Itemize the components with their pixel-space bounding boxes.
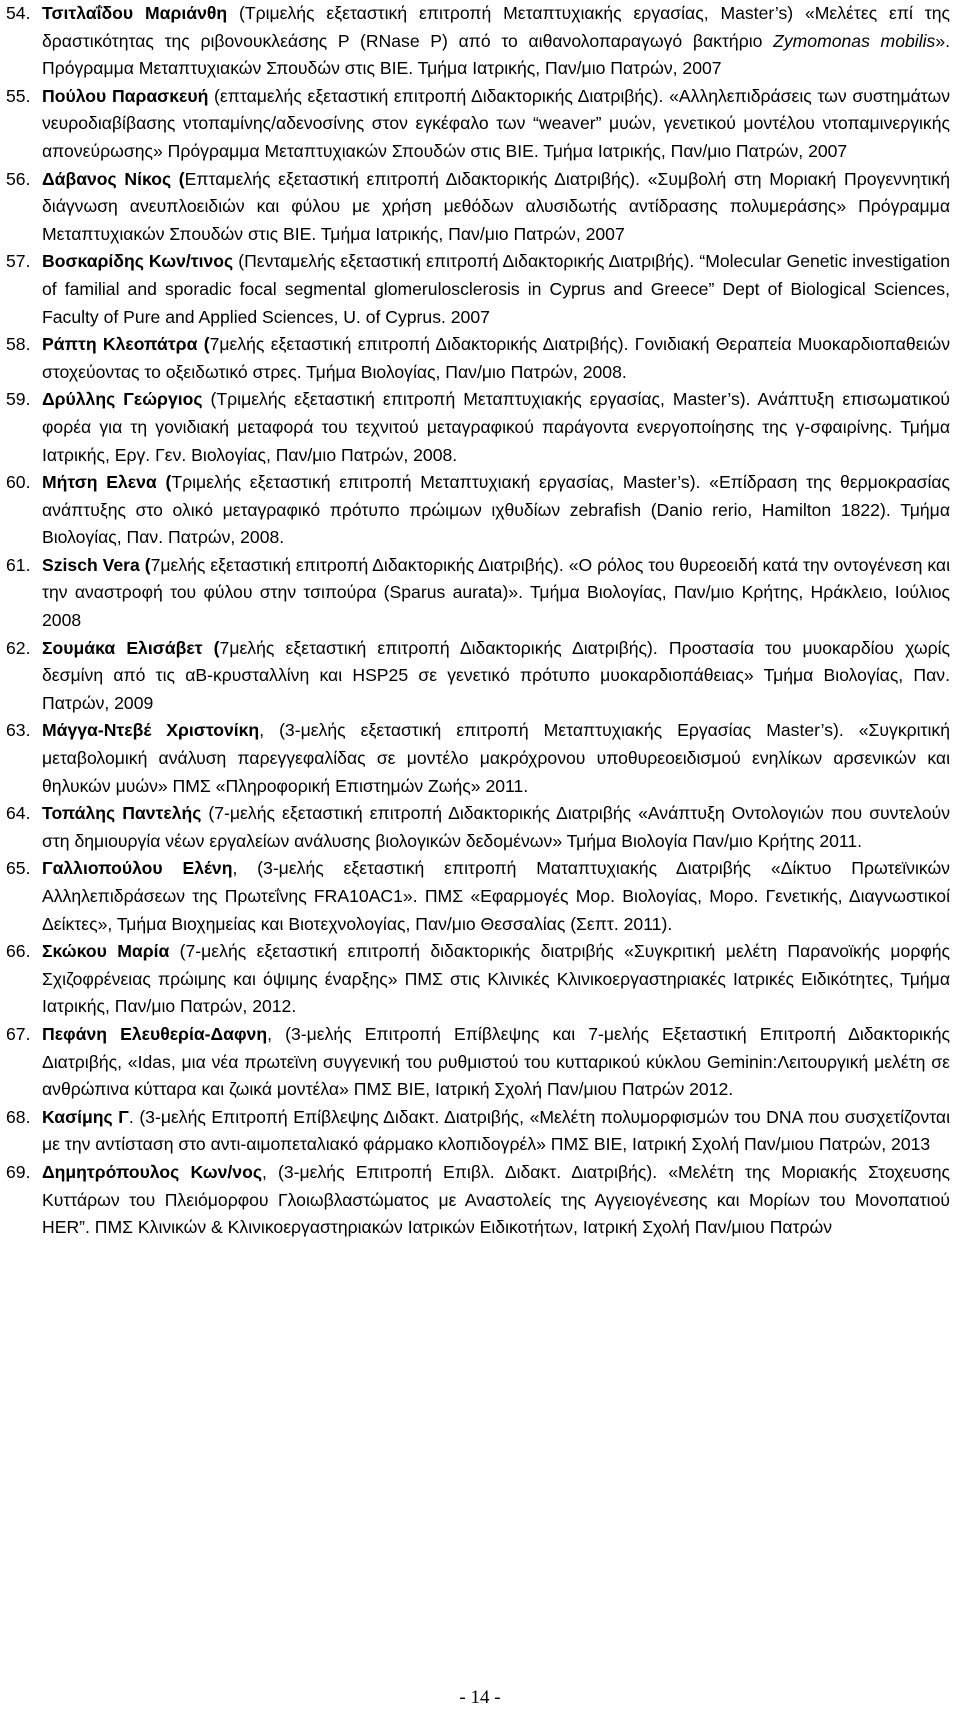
- list-item: [6, 331, 950, 386]
- entry-number: 58.: [6, 334, 31, 355]
- list-item: [6, 1104, 950, 1159]
- entry-number: 65.: [6, 858, 31, 879]
- entry-name: Μάγγα-Ντεβέ Χριστονίκη: [42, 720, 260, 741]
- entry-text: (7-μελής εξεταστική επιτροπή Διδακτορικής Διατριβής «Ανάπτυξη Οντολογιών που συντελούν στη δημιουργία νέων εργαλείων ανάλυσης βιολογικών δεδομένων» Τμήμα Βιολογία Παν/μιο Κρήτης 2011.: [42, 803, 950, 851]
- entry-name: Τσιτλαΐδου Μαριάνθη: [42, 3, 228, 23]
- list-item: [6, 1159, 950, 1242]
- entry-name: Δάβανος Νίκος (: [42, 168, 185, 189]
- entry-text: 7μελής εξεταστική επιτροπή Διδακτορικής Διατριβής). Γονιδιακή Θεραπεία Μυοκαρδιοπαθειών στοχεύοντας το οξειδωτικό στρες. Τμήμα Βιολογίας, Παν/μιο Πατρών, 2008.: [42, 334, 950, 382]
- entry-text: Επταμελής εξεταστική επιτροπή Διδακτορικής Διατριβής). «Συμβολή στη Μοριακή Προγεννητική διάγνωση ανευπλοειδιών και φύλου με χρήση μεθόδων αλυσιδωτής αντίδρασης πολυμεράσης» Πρόγραμμα Μεταπτυχιακών Σπουδών στις ΒΙΕ. Τμήμα Ιατρικής, Παν/μιο Πατρών, 2007: [42, 168, 950, 244]
- entry-name: Szisch Vera (: [42, 554, 151, 575]
- entry-name: Ράπτη Κλεοπάτρα (: [42, 334, 210, 355]
- entry-name: Δρύλλης Γεώργιος: [42, 389, 203, 410]
- list-item: [6, 938, 950, 1021]
- entry-text-end: ». Πρόγραμμα Μεταπτυχιακών Σπουδών στις ΒΙΕ. Τμήμα Ιατρικής, Παν/μιο Πατρών, 2007: [42, 30, 950, 79]
- entry-number: 68.: [6, 1106, 31, 1127]
- entry-name: Τοπάλης Παντελής: [42, 803, 202, 824]
- list-item: [6, 83, 950, 166]
- entry-name: Σουμάκα Ελισάβετ (: [42, 637, 220, 658]
- entry-name: Μήτση Ελενα (: [42, 472, 172, 493]
- entry-text: Τριμελής εξεταστική επιτροπή Μεταπτυχιακή εργασίας, Master’s). «Επίδραση της θερμοκρασίας ανάπτυξης στο ολικό μεταγραφικό πρότυπο πρώιμων ιχθυδίων zebrafish (Danio rerio, Hamilton 1822). Τμήμα Βιολογίας, Παν. Πατρών, 2008.: [42, 472, 950, 548]
- list-item: [6, 386, 950, 469]
- entry-number: 64.: [6, 803, 31, 824]
- entry-name: Πεφάνη Ελευθερία-Δαφνη: [42, 1023, 268, 1044]
- list-item: [6, 717, 950, 800]
- entry-number: 63.: [6, 720, 31, 741]
- entry-number: 67.: [6, 1023, 31, 1044]
- entry-text: , (3-μελής εξεταστική επιτροπή Μεταπτυχιακής Εργασίας Master’s). «Συγκριτική μεταβολομική ανάλυση παρεγγεφαλίδας σε μοντέλο μακρόχρονου υποθυρεοειδισμού ενηλίκων αρσενικών και θηλυκών μυών» ΠΜΣ «Πληροφορική Επιστημών Ζωής» 2011.: [42, 720, 950, 796]
- entry-name: Δημητρόπουλος Κων/νος: [42, 1161, 262, 1182]
- entry-number: 56.: [6, 168, 31, 189]
- entry-number: 62.: [6, 637, 31, 658]
- entry-text: , (3-μελής εξεταστική επιτροπή Ματαπτυχιακής Διατριβής «Δίκτυο Πρωτεϊνικών Αλληλεπιδράσεων της Πρωτεΐνης FRA10AC1». ΠΜΣ «Εφαρμογές Μορ. Βιολογίας, Μορο. Γενετικής, Διαγνωστικοί Δείκτες», Τμήμα Βιοχημείας και Βιοτεχνολογίας, Παν/μιο Θεσσαλίας (Σεπτ. 2011).: [42, 858, 950, 934]
- list-item: [6, 469, 950, 552]
- entry-name: Βοσκαρίδης Κων/τινος: [42, 251, 234, 272]
- entry-text: , (3-μελής Επιτροπή Επίβλεψης και 7-μελής Εξεταστική Επιτροπή Διδακτορικής Διατριβής, «Idas, μια νέα πρωτεϊνη συγγενική του ρυθμιστού του κυτταρικού κύκλου Geminin:Λειτουργική μελέτη σε ανθρώπινα κύτταρα και ζωικά μοντέλα» ΠΜΣ ΒΙΕ, Ιατρική Σχολή Παν/μιου Πατρών 2012.: [42, 1023, 950, 1100]
- entry-text: (Τριμελής εξεταστική επιτροπή Μεταπτυχιακής εργασίας, Master’s) «Μελέτες επί της δραστικότητας της ριβονουκλεάσης P (RNase P) από το αιθανολοπαραγωγό βακτήριο: [42, 3, 950, 51]
- entry-number: 57.: [6, 251, 31, 272]
- entry-number: 69.: [6, 1161, 31, 1182]
- entry-name: Γαλλιοπούλου Ελένη: [42, 858, 233, 879]
- entry-text: , (3-μελής Επιτροπή Επιβλ. Διδακτ. Διατριβής). «Μελέτη της Μοριακής Στοχευσης Κυττάρων του Πλειόμορφου Γλοιωβλαστώματος με Αναστολείς της Αγγειογένεσης και Μορίων του Μονοπατιού HER”. ΠΜΣ Κλινικών & Κλινικοεργαστηριακών Ιατρικών Ειδικοτήτων, Ιατρική Σχολή Παν/μιου Πατρών: [42, 1161, 950, 1238]
- entry-text: 7μελής εξεταστική επιτροπή Διδακτορικής Διατριβής). Προστασία του μυοκαρδίου χωρίς δεσμίνη από τις αΒ-κρυσταλλίνη και HSP25 σε γενετικό πρότυπο μυοκαρδιοπάθειας» Τμήμα Βιολογίας, Παν. Πατρών, 2009: [42, 637, 950, 713]
- entry-text: 7μελής εξεταστική επιτροπή Διδακτορικής Διατριβής). «Ο ρόλος του θυρεοειδή κατά την οντογένεση και την αναστροφή του φύλου στην τσιπούρα (Sparus aurata)». Τμήμα Βιολογίας, Παν/μιο Κρήτης, Ηράκλειο, Ιούλιος 2008: [42, 554, 950, 631]
- list-item: [6, 0, 950, 83]
- entry-number: 61.: [6, 554, 31, 575]
- list-item: [6, 635, 950, 718]
- entry-number: 55.: [6, 85, 31, 106]
- entry-text: (Τριμελής εξεταστική επιτροπή Μεταπτυχιακής εργασίας, Master’s). Ανάπτυξη επισωματικού φορέα για τη γονιδιακή μεταφορά του τεχνιτού μεταγραφικού παράγοντα ενεργοποίησης της γ-σφαιρίνης. Τμήμα Ιατρικής, Εργ. Γεν. Βιολογίας, Παν/μιο Πατρών, 2008.: [42, 389, 950, 465]
- entry-italic-text: Zymomonas mobilis: [773, 30, 936, 51]
- entry-number: 59.: [6, 389, 31, 410]
- list-item: [6, 248, 950, 331]
- entry-name: Σκώκου Μαρία: [42, 941, 170, 962]
- entry-number: 66.: [6, 941, 31, 962]
- list-item: [6, 855, 950, 938]
- entry-number: 60.: [6, 472, 31, 493]
- list-item: [6, 166, 950, 249]
- list-item: [6, 800, 950, 855]
- entry-text: (7-μελής εξεταστική επιτροπή διδακτορικής διατριβής «Συγκριτική μελέτη Παρανοϊκής μορφής Σχιζοφρένειας πρώιμης και όψιμης έναρξης» ΠΜΣ στις Κλινικές Κλινικοεργαστηριακές Ιατρικές Ειδικότητες, Τμήμα Ιατρικής, Παν/μιο Πατρών, 2012.: [42, 941, 951, 1017]
- entry-text: (Πενταμελής εξεταστική επιτροπή Διδακτορικής Διατριβής). “Molecular Genetic investigation of familial and sporadic focal segmental glomerulosclerosis in Cyprus and Greece” Dept of Biological Sciences, Faculty of Pure and Applied Sciences, U. of Cyprus. 2007: [42, 251, 950, 327]
- list-item: [6, 552, 950, 635]
- entry-name: Πούλου Παρασκευή: [42, 85, 209, 106]
- entry-name: Κασίμης Γ: [42, 1106, 129, 1127]
- entry-text: (επταμελής εξεταστική επιτροπή Διδακτορικής Διατριβής). «Αλληλεπιδράσεις των συστημάτων νευροδιαβίβασης ντοπαμίνης/αδενοσίνης στον εγκέφαλο των “weaver” μυών, γενετικού μοντέλου ντοπαμινεργικής απονεύρωσης» Πρόγραμμα Μεταπτυχιακών Σπουδών στις ΒΙΕ. Τμήμα Ιατρικής, Παν/μιο Πατρών, 2007: [42, 85, 950, 161]
- list-item: [6, 1021, 950, 1104]
- entry-number: 54.: [6, 3, 31, 23]
- entry-text: . (3-μελής Επιτροπή Επίβλεψης Διδακτ. Διατριβής, «Μελέτη πολυμορφισμών του DNA που συσχετίζονται με την αντίσταση στο αντι-αιμοπεταλιακό φάρμακο κλοπιδογρέλ» ΠΜΣ ΒΙΕ, Ιατρική Σχολή Παν/μιου Πατρών, 2013: [42, 1106, 950, 1155]
- page-number: - 14 -: [459, 1687, 501, 1708]
- entries-list: [6, 0, 950, 1242]
